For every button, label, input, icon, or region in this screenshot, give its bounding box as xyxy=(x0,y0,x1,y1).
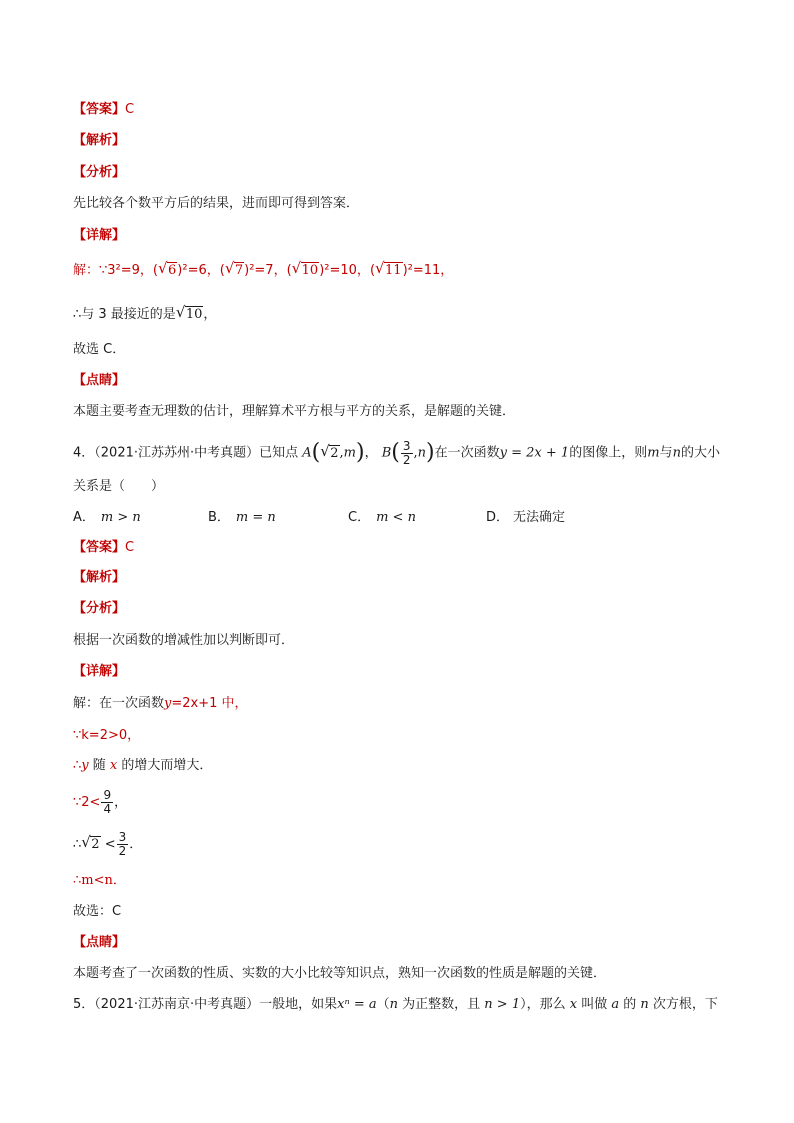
sqrt-2: √ 2 xyxy=(320,441,339,461)
sqrt-7: √ 7 xyxy=(224,259,244,278)
q4-stem-prefix: 4．（2021·江苏苏州·中考真题）已知点 xyxy=(73,445,299,461)
d1-y: y xyxy=(164,696,172,711)
q5-n2: n xyxy=(640,997,649,1012)
d3-y: y xyxy=(81,758,89,773)
sqrt-10-closest: √ 10 xyxy=(175,303,203,322)
b-n: n xyxy=(417,445,427,461)
q4-stem-end: 的大小 xyxy=(680,445,720,461)
q5-x: x xyxy=(569,997,578,1012)
dianjing-tag: 【点睛】 xyxy=(73,373,126,388)
q4-stem: 4．（2021·江苏苏州·中考真题）已知点 A( √ 2,m)， B( $\frac{3}{2}$ ,n)在一次函数y = 2x + 1的图像上，则m与n的大小 xyxy=(73,438,720,467)
q4-fenxi-text: 根据一次函数的增减性加以判断即可． xyxy=(73,633,295,648)
q4-detail-7 xyxy=(73,904,121,920)
d3-prefix: ∴ xyxy=(73,758,82,773)
q5-p1: （ xyxy=(376,997,390,1012)
sqrt-6: √ 6 xyxy=(158,259,177,278)
fenxi-text: 先比较各个数平方后的结果，进而即可得到答案． xyxy=(73,196,360,211)
q4-fenxi-tag: 【分析】 xyxy=(73,601,126,616)
option-d[interactable] xyxy=(486,510,565,526)
d7-text: 故选：C xyxy=(73,904,122,919)
closest-suffix: ， xyxy=(203,307,217,322)
word-yu: 与 xyxy=(659,445,673,461)
option-c-label: C． xyxy=(348,510,371,525)
q4-detail-1 xyxy=(73,696,248,712)
q4-detail-tag: 【详解】 xyxy=(73,664,126,679)
q5-stem xyxy=(73,997,718,1013)
q4-detail-2: ∵k=2>0， xyxy=(73,728,141,743)
q4-detail-5 xyxy=(73,830,142,860)
eq-7: ²=7， xyxy=(249,263,287,278)
d5-lt: < xyxy=(100,837,116,852)
d3-x: x xyxy=(109,758,118,773)
d1-rest: =2x+1 中， xyxy=(171,696,248,711)
q5-equation: xⁿ = a xyxy=(337,997,377,1012)
q4-dianjing-tag: 【点睛】 xyxy=(73,935,126,950)
option-b[interactable] xyxy=(208,510,276,526)
q5-p2: 为正整数，且 xyxy=(398,997,485,1012)
detail-tag: 【详解】 xyxy=(73,228,126,243)
option-d-text: 无法确定 xyxy=(513,510,566,525)
q4-detail-4 xyxy=(73,788,127,818)
q5-p5: 的 xyxy=(619,997,641,1012)
sqrt-11: √ 11 xyxy=(375,259,402,278)
eq-6: ²=6， xyxy=(182,263,220,278)
answer-value: C xyxy=(125,102,135,117)
d3-mid: 随 xyxy=(88,758,110,773)
q4-stem-mid: 在一次函数 xyxy=(434,445,500,461)
q4-detail-6: ∴m<n． xyxy=(73,873,126,888)
d5-end: ． xyxy=(129,837,143,852)
solution-line-squares: 解：∵3²=9，( √ 6)²=6，( √ 7)²=7，( √ 10)²=10，( √ 11)²=11， xyxy=(73,259,454,278)
option-c[interactable] xyxy=(348,510,416,526)
q4-analysis-tag: 【解析】 xyxy=(73,570,126,585)
q5-p4: 叫做 xyxy=(577,997,612,1012)
q5-p3: ），那么 xyxy=(520,997,570,1012)
fenxi-tag: 【分析】 xyxy=(73,165,126,180)
d3-end: 的增大而增大． xyxy=(117,758,213,773)
option-a[interactable] xyxy=(73,510,141,526)
eq-10: ²=10， xyxy=(324,263,370,278)
q5-p6: 次方根，下 xyxy=(648,997,718,1012)
q5-condition: n > 1 xyxy=(484,997,521,1012)
point-a: A xyxy=(302,445,312,461)
solution-line-closest xyxy=(73,303,217,323)
option-b-text: m = n xyxy=(235,510,276,525)
analysis-tag: 【解析】 xyxy=(73,133,126,148)
d4-end: ， xyxy=(114,795,128,810)
frac-3-2-compare: $\frac{3}{2}$ xyxy=(118,830,127,858)
sqrt-10: √ 10 xyxy=(291,259,319,278)
frac-3-2: $\frac{3}{2}$ xyxy=(402,438,411,467)
q4-dianjing-text: 本题考查了一次函数的性质、实数的大小比较等知识点，熟知一次函数的性质是解题的关键． xyxy=(73,966,607,981)
closest-prefix: ∴与 3 最接近的是 xyxy=(73,307,176,322)
answer-line xyxy=(73,102,134,118)
sqrt-2-compare: √ 2 xyxy=(81,833,100,852)
var-m: m xyxy=(647,445,660,461)
choice-line: 故选 C． xyxy=(73,342,126,357)
eq-11: ²=11， xyxy=(407,263,454,278)
frac-9-4: $\frac{9}{4}$ xyxy=(103,788,112,816)
solution-prefix: 解：∵3²=9， xyxy=(73,263,153,278)
d1-prefix: 解：在一次函数 xyxy=(73,696,165,711)
q5-n1: n xyxy=(389,997,399,1012)
answer-tag: 【答案】 xyxy=(73,102,126,117)
q5-a: a xyxy=(611,997,620,1012)
q5-stem-prefix: 5．（2021·江苏南京·中考真题）一般地，如果 xyxy=(73,997,338,1012)
dianjing-text: 本题主要考查无理数的估计，理解算术平方根与平方的关系，是解题的关键． xyxy=(73,404,516,419)
function: y = 2x + 1 xyxy=(499,445,570,461)
a-m: m xyxy=(343,445,356,461)
option-c-text: m < n xyxy=(376,510,416,525)
q4-detail-3 xyxy=(73,758,212,774)
option-b-label: B． xyxy=(208,510,230,525)
d4-prefix: ∵2< xyxy=(73,795,101,810)
point-b: B xyxy=(381,445,392,461)
d5-prefix: ∴ xyxy=(73,837,82,852)
option-a-label: A． xyxy=(73,510,95,525)
q4-stem-line2: 关系是（ ） xyxy=(73,479,165,494)
q4-answer-tag: 【答案】 xyxy=(73,540,126,555)
q4-stem-mid2: 的图像上，则 xyxy=(569,445,648,461)
var-n: n xyxy=(672,445,681,461)
q4-answer-value: C xyxy=(125,540,135,555)
option-d-label: D． xyxy=(486,510,510,525)
q4-answer-line xyxy=(73,540,134,556)
option-a-text: m > n xyxy=(100,510,141,525)
